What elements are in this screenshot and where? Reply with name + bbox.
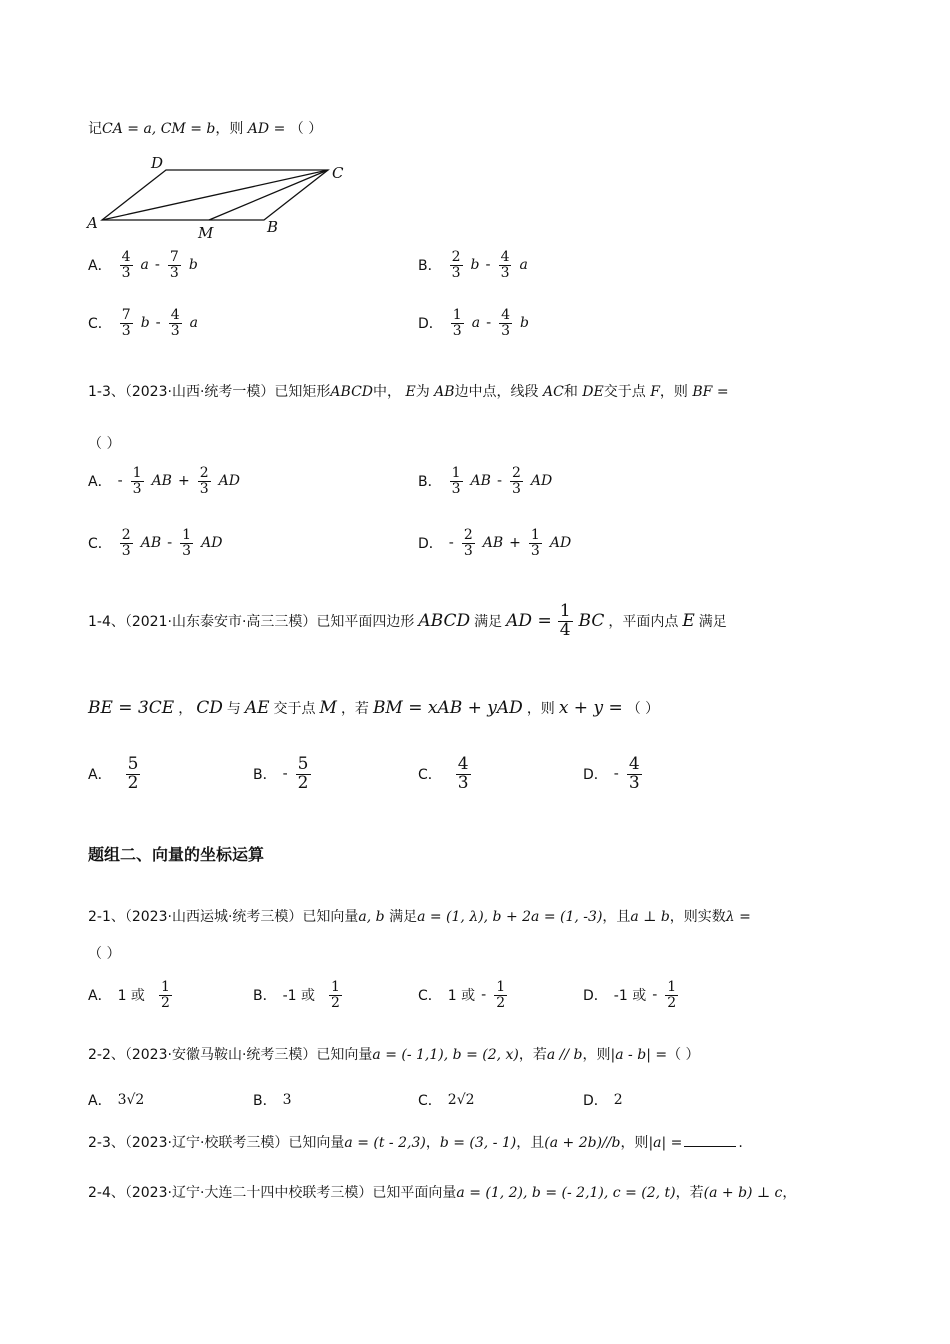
stem-text: 为 [415, 384, 430, 400]
frac-num: 1 [452, 307, 462, 323]
frac-num: 7 [169, 249, 179, 265]
frac-den: 3 [457, 772, 469, 793]
option-letter: C． [418, 988, 442, 1005]
vector: a [519, 257, 528, 274]
frac-den: 3 [121, 542, 131, 559]
vector: b [140, 315, 150, 332]
parallelogram-figure [84, 155, 354, 245]
math: x + y = [558, 698, 623, 718]
option-letter: A． [88, 988, 112, 1005]
math: AE [244, 698, 270, 718]
math: M [319, 698, 337, 718]
stem-text: 满足 [389, 909, 418, 925]
diagonal-ac [102, 170, 328, 220]
math: λ = [725, 909, 751, 925]
stem-text: ，若 [340, 701, 369, 717]
math: BF = [692, 384, 729, 400]
operator: + [509, 535, 521, 552]
q2-1-option-a[interactable] [88, 980, 174, 1010]
math: DE [582, 384, 604, 400]
frac-den: 2 [127, 772, 139, 793]
frac-num: 1 [451, 465, 461, 481]
frac-num: 4 [457, 754, 469, 774]
sign: - [652, 987, 658, 1004]
operator: - [167, 535, 173, 552]
operator: - [485, 257, 491, 274]
math: E [682, 611, 695, 632]
q2-2-option-a[interactable] [88, 1090, 144, 1110]
q1-3-stem [88, 378, 729, 406]
math: (a + 2b)//b [544, 1135, 621, 1151]
vector: AD [530, 473, 553, 490]
vector: a [140, 257, 149, 274]
q1-2-option-b[interactable] [418, 250, 528, 280]
math: E [405, 384, 416, 400]
q1-4-stem-line2 [88, 698, 659, 718]
section-heading: 题组二、向量的坐标运算 [88, 845, 265, 864]
stem-text: 中， [373, 384, 402, 400]
frac-den: 3 [169, 264, 179, 281]
frac-num: 1 [559, 601, 571, 621]
frac-num: 1 [667, 979, 677, 995]
frac-num: 4 [501, 307, 511, 323]
q1-2-stem [88, 118, 322, 138]
math: ABCD [330, 384, 374, 400]
sign: - [448, 535, 454, 552]
vector: AB [470, 473, 491, 490]
answer-blank[interactable] [684, 1146, 736, 1147]
answer-paren: （ ） [626, 701, 660, 717]
vector: AB [151, 473, 172, 490]
frac-den: 3 [530, 542, 540, 559]
vector-expression: AD = [247, 121, 286, 137]
math: a, b [358, 909, 385, 925]
segment-mc [209, 170, 328, 220]
math: AC [543, 384, 564, 400]
frac-num: 2 [512, 465, 521, 481]
math: BM = xAB + yAD [372, 698, 523, 718]
option-text: -1 或 [282, 988, 316, 1005]
vector: b [188, 257, 198, 274]
stem-text: . [738, 1135, 743, 1151]
vector: AD [218, 473, 240, 490]
option-letter: A． [88, 767, 112, 784]
frac-den: 3 [463, 542, 473, 559]
frac-den: 3 [500, 264, 510, 281]
q2-4-stem [88, 1182, 796, 1202]
frac-num: 4 [628, 754, 640, 774]
answer-paren: （ ） [289, 121, 323, 137]
stem-prefix: 记 [88, 121, 102, 137]
frac-den: 3 [132, 480, 142, 497]
frac-num: 1 [331, 979, 340, 995]
frac-num: 5 [127, 754, 139, 774]
question-label: 2-2、（2023·安徽马鞍山·统考三模）已知向量 [88, 1047, 373, 1063]
stem-text: ，则 [582, 1047, 611, 1063]
q1-2-option-d[interactable] [418, 308, 529, 338]
math: a // b [546, 1047, 583, 1063]
stem-text: ，则 [526, 701, 555, 717]
option-letter: B． [418, 474, 442, 491]
frac-den: 3 [170, 322, 180, 339]
math: a = (1, λ), b + 2a = (1, -3) [417, 909, 603, 925]
operator: - [155, 315, 161, 332]
stem-text: ，平面内点 [608, 614, 679, 631]
math: (a + b) ⊥ c [703, 1185, 783, 1201]
frac-den: 3 [512, 480, 521, 497]
vector-expression: CA = a, CM = b [102, 121, 216, 137]
frac-den: 2 [331, 994, 340, 1011]
frac-den: 3 [121, 322, 131, 339]
label-d: D [151, 155, 164, 172]
q1-4-option-c[interactable] [418, 756, 473, 793]
question-label: 1-4、（2021·山东泰安市·高三三模）已知平面四边形 [88, 614, 415, 631]
question-label: 2-1、（2023·山西运城·统考三模）已知向量 [88, 909, 359, 925]
frac-den: 3 [199, 480, 209, 497]
stem-text: 交于点 [273, 701, 316, 717]
stem-text: ，则实数 [669, 909, 726, 925]
option-letter: B． [253, 767, 277, 784]
frac-num: 5 [297, 754, 309, 774]
question-label: 2-4、（2023·辽宁·大连二十四中校联考三模）已知平面向量 [88, 1185, 457, 1201]
frac-num: 2 [199, 465, 209, 481]
option-letter: D． [583, 767, 608, 784]
frac-num: 1 [160, 979, 170, 995]
stem-text: ，则 [659, 384, 688, 400]
frac-num: 1 [530, 527, 540, 543]
q2-2-option-c[interactable] [418, 1090, 475, 1110]
q1-3-option-b[interactable] [418, 466, 552, 496]
label-c: C [332, 164, 344, 182]
frac-den: 4 [559, 619, 571, 640]
option-value: 3√2 [117, 1092, 145, 1108]
q1-2-option-a[interactable] [88, 250, 198, 280]
answer-paren: （ ） [88, 946, 121, 962]
answer-paren: （ ） [667, 1047, 700, 1063]
stem-text: 和 [563, 384, 578, 400]
vector: AD [201, 535, 223, 552]
stem-text: ，若 [675, 1185, 704, 1201]
math: AD = [506, 611, 552, 632]
stem-text: 满足 [698, 614, 727, 631]
option-value: 2 [613, 1092, 623, 1108]
math: CD [196, 698, 223, 718]
sign: - [117, 473, 123, 490]
frac-num: 2 [451, 249, 461, 265]
vector: b [520, 315, 530, 332]
q1-4-option-b[interactable] [253, 756, 313, 793]
q2-2-stem [88, 1044, 700, 1064]
q1-3-option-d[interactable] [418, 528, 571, 558]
frac-den: 3 [452, 322, 462, 339]
sign: - [613, 766, 619, 783]
frac-num: 1 [182, 527, 192, 543]
q2-1-stem [88, 906, 751, 926]
frac-den: 3 [628, 772, 640, 793]
vector: b [470, 257, 480, 274]
q1-3-option-a[interactable] [88, 466, 240, 496]
vector: AB [140, 535, 162, 552]
math: a ⊥ b [630, 909, 670, 925]
math: a = (- 1,1), b = (2, x) [372, 1047, 519, 1063]
sign: - [282, 766, 288, 783]
q1-4-option-a[interactable] [88, 756, 142, 793]
operator: + [177, 473, 190, 490]
frac-num: 4 [170, 307, 180, 323]
option-letter: B． [253, 1093, 277, 1109]
stem-text: 交于点 [603, 384, 646, 400]
math: BE = 3CE [88, 698, 175, 718]
math: BC [578, 611, 605, 632]
frac-den: 2 [667, 994, 677, 1011]
stem-text: ， [178, 701, 193, 717]
math: |a - b| = [610, 1047, 668, 1063]
option-letter: A． [88, 258, 112, 275]
operator: - [486, 315, 492, 332]
q2-3-stem [88, 1132, 743, 1152]
option-letter: D． [418, 316, 443, 333]
question-label: 1-3、（2023·山西·统考一模）已知矩形 [88, 384, 331, 400]
stem-text: ，则 [215, 121, 244, 137]
frac-num: 1 [496, 979, 506, 995]
option-letter: C． [88, 316, 112, 333]
q2-1-option-b[interactable] [253, 980, 344, 1010]
option-letter: D． [418, 536, 443, 553]
frac-num: 7 [121, 307, 131, 323]
q1-4-option-d[interactable] [583, 756, 644, 793]
option-text: 1 或 [447, 988, 476, 1005]
label-m: M [198, 224, 214, 242]
frac-den: 3 [451, 264, 461, 281]
vector: a [471, 315, 481, 332]
option-text: -1 或 [613, 988, 647, 1005]
q1-4-stem-line1 [88, 603, 727, 640]
frac-num: 4 [500, 249, 510, 265]
option-letter: D． [583, 1093, 608, 1109]
stem-text: 边中点，线段 [454, 384, 539, 400]
stem-text: ，且 [602, 909, 631, 925]
frac-den: 2 [297, 772, 309, 793]
frac-den: 3 [501, 322, 511, 339]
operator: - [496, 473, 502, 490]
math: b = (3, - 1) [439, 1135, 517, 1151]
label-a: A [87, 214, 98, 232]
stem-text: ， [425, 1135, 440, 1151]
frac-den: 3 [182, 542, 192, 559]
frac-den: 3 [121, 264, 131, 281]
vector: AD [549, 535, 572, 552]
option-text: 1 或 [117, 988, 145, 1005]
frac-den: 2 [160, 994, 170, 1011]
option-letter: D． [583, 988, 608, 1005]
frac-den: 3 [451, 480, 461, 497]
frac-num: 1 [132, 465, 142, 481]
frac-num: 4 [121, 249, 131, 265]
stem-text: ，则 [620, 1135, 649, 1151]
math: |a| = [648, 1135, 683, 1151]
q1-2-option-c[interactable] [88, 308, 198, 338]
option-letter: C． [88, 536, 112, 553]
math: a = (1, 2), b = (- 2,1), c = (2, t) [456, 1185, 676, 1201]
frac-num: 2 [463, 527, 473, 543]
option-letter: C． [418, 767, 442, 784]
math: AB [434, 384, 455, 400]
stem-text: ，且 [516, 1135, 545, 1151]
math: ABCD [418, 611, 471, 632]
answer-paren: （ ） [88, 436, 121, 452]
vector: AB [482, 535, 504, 552]
option-letter: A． [88, 1093, 112, 1109]
vector: a [189, 315, 199, 332]
frac-den: 2 [496, 994, 506, 1011]
option-value: 2√2 [447, 1092, 475, 1108]
operator: - [154, 257, 160, 274]
sign: - [481, 987, 487, 1004]
q1-3-option-c[interactable] [88, 528, 222, 558]
q2-1-option-d[interactable] [583, 980, 680, 1010]
math: a = (t - 2,3) [344, 1135, 426, 1151]
stem-text: 与 [226, 701, 241, 717]
question-label: 2-3、（2023·辽宁·校联考三模）已知向量 [88, 1135, 345, 1151]
q2-1-option-c[interactable] [418, 980, 509, 1010]
q2-2-option-b[interactable] [253, 1090, 292, 1110]
label-b: B [267, 218, 279, 236]
stem-text: ，若 [518, 1047, 547, 1063]
option-letter: A． [88, 474, 112, 491]
option-letter: C． [418, 1093, 442, 1109]
option-letter: B． [418, 258, 442, 275]
stem-text: 满足 [474, 614, 503, 631]
option-value: 3 [282, 1092, 292, 1108]
option-letter: B． [253, 988, 277, 1005]
q2-2-option-d[interactable] [583, 1090, 623, 1110]
frac-num: 2 [121, 527, 131, 543]
math: F [650, 384, 660, 400]
stem-text: ， [782, 1185, 797, 1201]
